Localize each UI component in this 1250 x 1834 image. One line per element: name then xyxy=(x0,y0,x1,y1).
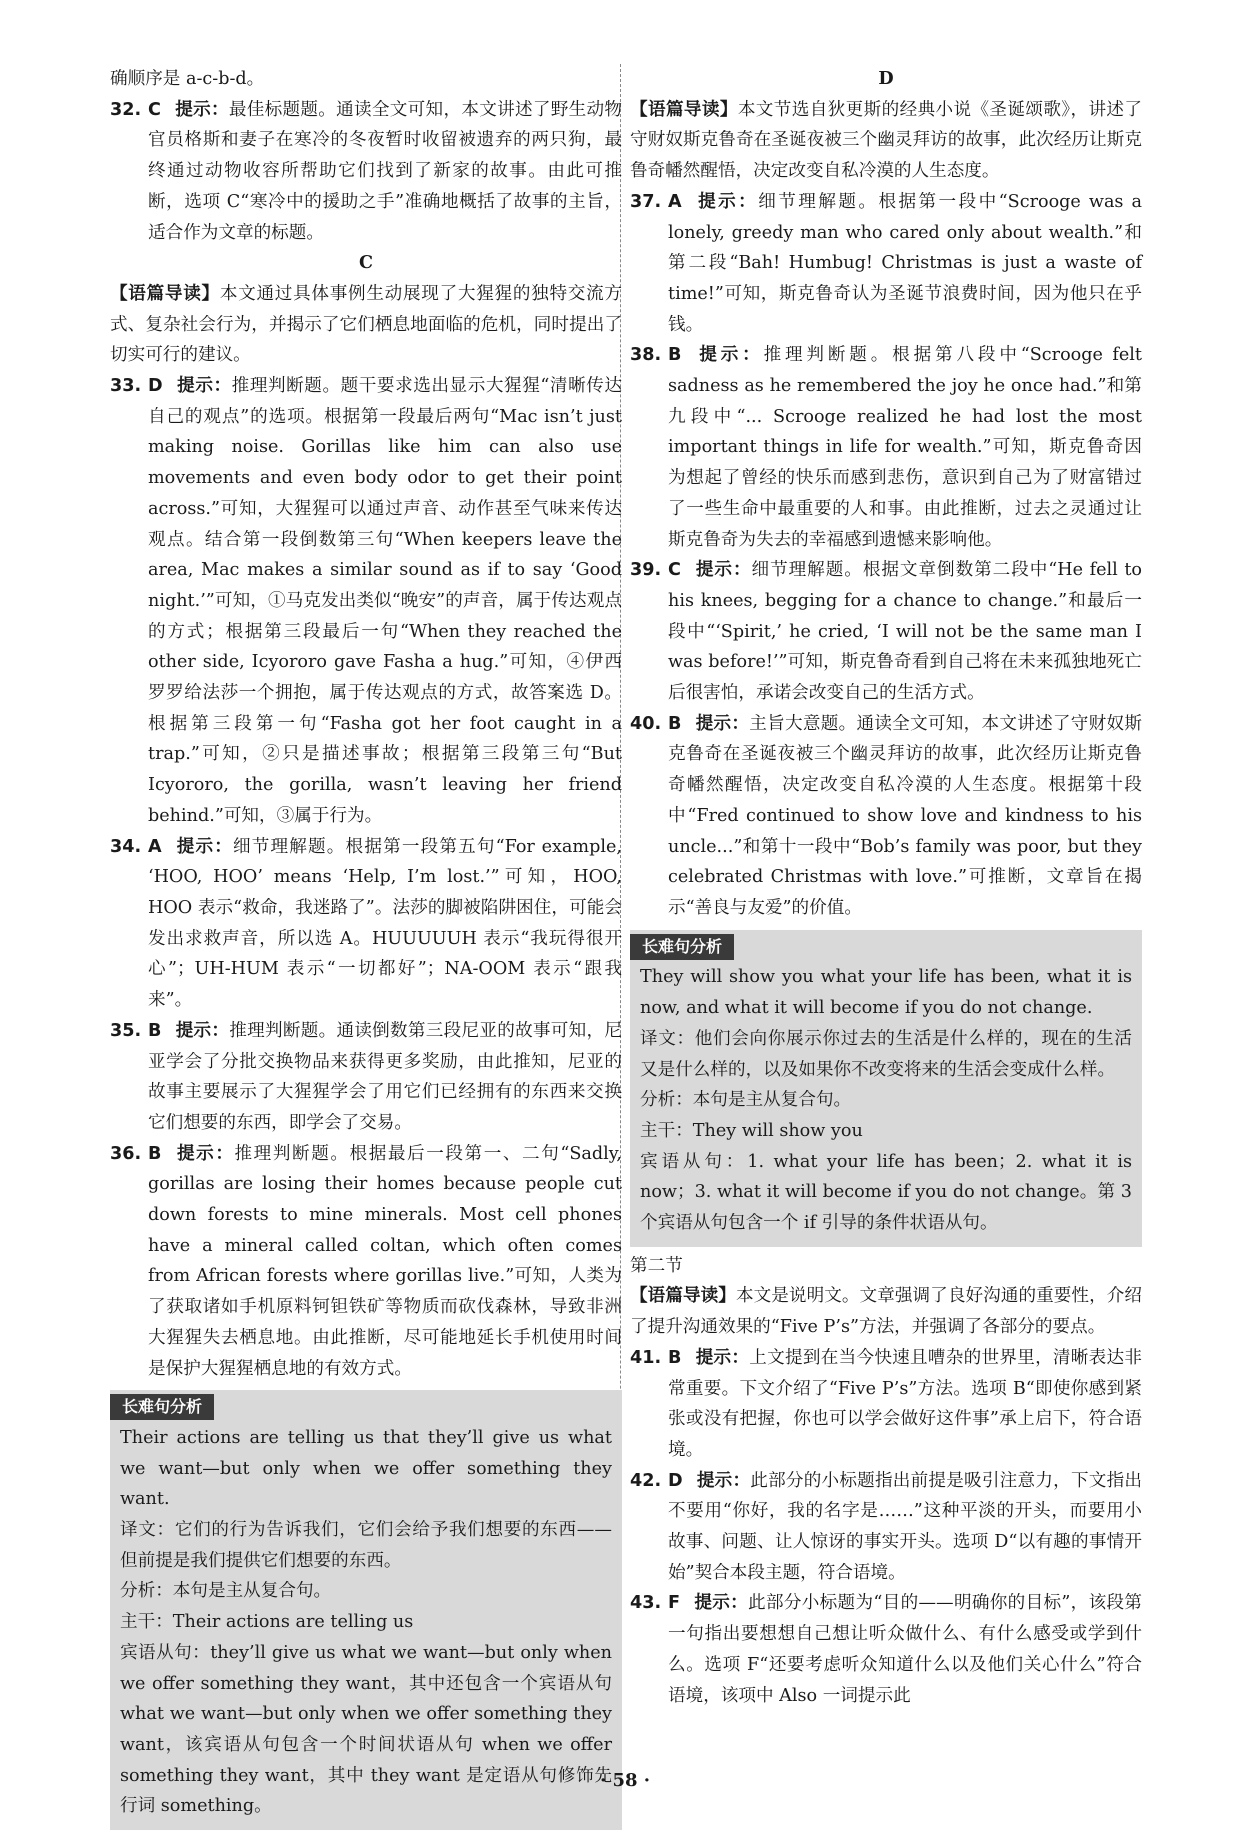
question-number: 34. xyxy=(110,836,142,857)
explanation: 此部分的小标题指出前提是吸引注意力，下文指出不要用“你好，我的名字是……”这种平淡的开头，而要用小故事、问题、让人惊讶的事实开头。选项 D“以有趣的事情开始”契合本段主题，符合语境。 xyxy=(668,1470,1142,1583)
explanation: 推理判断题。根据最后一段第一、二句“Sadly, gorillas are losing their homes because people cut down forests to mine minerals. Most cell phones have a mineral called coltan, which often comes from African forests where gorillas live.”可知，人类为了获取诸如手机原料钶钽铁矿等物质而砍伐森林，导致非洲大猩猩失去栖息地。由此推断，尽可能地延长手机使用时间是保护大猩猩栖息地的有效方式。 xyxy=(148,1143,622,1379)
analysis-line: 译文：它们的行为告诉我们，它们会给予我们想要的东西——但前提是我们提供它们想要的东西。 xyxy=(120,1520,612,1571)
left-column xyxy=(110,64,622,1834)
question-36 xyxy=(110,1139,622,1385)
question-38 xyxy=(630,340,1142,555)
analysis-line: They will show you what your life has been, what it is now, and what it will become if you do not change. xyxy=(640,967,1132,1019)
analysis-line: 主干：They will show you xyxy=(640,1120,863,1141)
hint-label: 提示： xyxy=(176,375,232,397)
intro-tag: 【语篇导读】 xyxy=(630,1285,736,1307)
section-heading-c: C xyxy=(358,252,373,274)
answer-letter: B xyxy=(668,345,682,366)
explanation: 推理判断题。根据第八段中“Scrooge felt sadness as he remembered the joy he once had.”和第九段中“... Scrooge realized he had lost the most important things in life for wealth.”可知，斯克鲁奇因为想起了曾经的快乐而感到悲伤，意识到自己为了财富错过了一些生命中最重要的人和事。由此推断，过去之灵通过让斯克鲁奇为失去的幸福感到遗憾来影响他。 xyxy=(668,345,1142,550)
passage-intro-d xyxy=(630,95,1142,187)
analysis-line: 分析：本句是主从复合句。 xyxy=(640,1090,852,1111)
answer-letter: C xyxy=(668,560,681,581)
section-heading-d: D xyxy=(878,68,894,89)
question-number: 43. xyxy=(630,1593,662,1614)
hint-label: 提示： xyxy=(175,835,234,857)
answer-letter: B xyxy=(668,713,682,734)
hint-label: 提示： xyxy=(695,344,764,366)
analysis-line: 译文：他们会向你展示你过去的生活是什么样的，现在的生活又是什么样的，以及如果你不改变将来的生活会变成什么样。 xyxy=(640,1028,1132,1080)
question-number: 36. xyxy=(110,1143,142,1164)
hint-label: 提示： xyxy=(696,1469,751,1491)
question-number: 38. xyxy=(630,345,662,366)
right-column xyxy=(630,64,1142,1711)
question-33 xyxy=(110,371,622,832)
question-number: 32. xyxy=(110,99,142,120)
page-number: · 58 · xyxy=(599,1770,651,1791)
answer-letter: D xyxy=(668,1470,683,1491)
analysis-line: 宾语从句：1. what your life has been；2. what it is now；3. what it will become if you do not change。第 3 个宾语从句包含一个 if 引导的条件状语从句。 xyxy=(640,1151,1132,1234)
hint-label: 提示： xyxy=(174,98,229,120)
analysis-line: 分析：本句是主从复合句。 xyxy=(120,1581,332,1602)
hint-label: 提示： xyxy=(175,1019,230,1041)
explanation: 主旨大意题。通读全文可知，本文讲述了守财奴斯克鲁奇在圣诞夜被三个幽灵拜访的故事，此次经历让斯克鲁奇幡然醒悟，决定改变自私冷漠的人生态度。根据第十段中“Fred continued to show love and kindness to his uncle...”和第十一段中“Bob’s family was poor, but they celebrated Christmas with love.”可推断，文章旨在揭示“善良与友爱”的价值。 xyxy=(668,713,1142,918)
intro-text: 本文是说明文。文章强调了良好沟通的重要性，介绍了提升沟通效果的“Five P’s”方法，并强调了各部分的要点。 xyxy=(630,1286,1142,1338)
answer-letter: A xyxy=(148,836,162,857)
hint-label: 提示： xyxy=(695,712,750,734)
answer-letter: B xyxy=(148,1020,162,1041)
hint-label: 提示： xyxy=(175,1142,235,1164)
answer-letter: C xyxy=(148,99,161,120)
analysis-line: Their actions are telling us that they’ll give us what we want—but only when we offer something they want. xyxy=(120,1427,612,1510)
question-number: 41. xyxy=(630,1347,662,1368)
question-number: 42. xyxy=(630,1470,662,1491)
intro-text: 本文节选自狄更斯的经典小说《圣诞颂歌》，讲述了守财奴斯克鲁奇在圣诞夜被三个幽灵拜访的故事，此次经历让斯克鲁奇幡然醒悟，决定改变自私冷漠的人生态度。 xyxy=(630,99,1142,182)
question-40 xyxy=(630,709,1142,924)
answer-letter: B xyxy=(668,1347,682,1368)
question-number: 37. xyxy=(630,191,662,212)
passage-intro-c xyxy=(110,279,622,371)
long-sentence-analysis-box xyxy=(630,930,1142,1247)
answer-letter: F xyxy=(668,1593,681,1614)
section-two-heading: 第二节 xyxy=(630,1255,683,1276)
question-39 xyxy=(630,555,1142,709)
explanation: 最佳标题题。通读全文可知，本文讲述了野生动物官员格斯和妻子在寒冷的冬夜暂时收留被遗弃的两只狗，最终通过动物收容所帮助它们找到了新家的故事。由此可推断，选项 C“寒冷中的援助之手”准确地概括了故事的主旨，适合作为文章的标题。 xyxy=(148,99,622,243)
hint-label: 提示： xyxy=(694,1592,749,1614)
passage-intro-section-two xyxy=(630,1281,1142,1342)
hint-label: 提示： xyxy=(695,190,759,212)
answer-letter: B xyxy=(148,1143,162,1164)
continued-line: 确顺序是 a-c-b-d。 xyxy=(110,69,265,89)
explanation: 推理判断题。通读倒数第三段尼亚的故事可知，尼亚学会了分批交换物品来获得更多奖励，由此推知，尼亚的故事主要展示了大猩猩学会了用它们已经拥有的东西来交换它们想要的东西，即学会了交易。 xyxy=(148,1020,622,1133)
question-35 xyxy=(110,1016,622,1139)
explanation: 细节理解题。根据第一段中“Scrooge was a lonely, greedy man who cared only about wealth.”和第二段“Bah! Humbug! Christmas is just a waste of time!”可知，斯克鲁奇认为圣诞节浪费时间，因为他只在乎钱。 xyxy=(668,191,1142,335)
analysis-line: 主干：Their actions are telling us xyxy=(120,1612,414,1633)
intro-text: 本文通过具体事例生动展现了大猩猩的独特交流方式、复杂社会行为，并揭示了它们栖息地面临的危机，同时提出了切实可行的建议。 xyxy=(110,283,622,366)
analysis-line: 宾语从句：they’ll give us what we want—but only when we offer something they want，其中还包含一个宾语从句 what we want—but only when we offer something they want，该宾语从句包含一个时间状语从句 when we offer something they want，其中 they want 是定语从句修饰先行词 something。 xyxy=(120,1642,612,1817)
explanation: 此部分小标题为“目的——明确你的目标”，该段第一句指出要想想自己想让听众做什么、有什么感受或学到什么。选项 F“还要考虑听众知道什么以及他们关心什么”符合语境，该项中 Also 一词提示此 xyxy=(668,1593,1142,1706)
hint-label: 提示： xyxy=(694,559,752,581)
explanation: 上文提到在当今快速且嘈杂的世界里，清晰表达非常重要。下文介绍了“Five P’s”方法。选项 B“即使你感到紧张或没有把握，你也可以学会做好这件事”承上启下，符合语境。 xyxy=(668,1347,1142,1460)
question-number: 40. xyxy=(630,713,662,734)
question-37 xyxy=(630,187,1142,341)
question-number: 35. xyxy=(110,1020,142,1041)
question-41 xyxy=(630,1343,1142,1466)
question-32 xyxy=(110,95,622,249)
question-43 xyxy=(630,1588,1142,1711)
hint-label: 提示： xyxy=(695,1346,750,1368)
explanation: 推理判断题。题干要求选出显示大猩猩“清晰传达自己的观点”的选项。根据第一段最后两句“Mac isn’t just making noise. Gorillas like him can also use movements and even body odor to get their point across.”可知，大猩猩可以通过声音、动作甚至气味来传达观点。结合第一段倒数第三句“When keepers leave the area, Mac makes a similar sound as if to say ‘Good night.’”可知，①马克发出类似“晚安”的声音，属于传达观点的方式；根据第三段最后一句“When they reached the other side, Icyororo gave Fasha a hug.”可知，④伊西罗罗给法莎一个拥抱，属于传达观点的方式，故答案选 D。根据第三段第一句“Fasha got her foot caught in a trap.”可知，②只是描述事故；根据第三段第三句“But Icyororo, the gorilla, wasn’t leaving her friend behind.”可知，③属于行为。 xyxy=(148,376,622,826)
question-number: 39. xyxy=(630,560,662,581)
intro-tag: 【语篇导读】 xyxy=(630,98,738,120)
box-title: 长难句分析 xyxy=(110,1394,214,1420)
box-title: 长难句分析 xyxy=(630,934,734,960)
question-number: 33. xyxy=(110,376,142,397)
long-sentence-analysis-box xyxy=(110,1390,622,1830)
question-34 xyxy=(110,832,622,1016)
answer-letter: A xyxy=(668,191,682,212)
intro-tag: 【语篇导读】 xyxy=(110,282,220,304)
explanation: 细节理解题。根据文章倒数第二段中“He fell to his knees, begging for a chance to change.”和最后一段中“‘Spirit,’ he cried, ‘I will not be the same man I was before!’”可知，斯克鲁奇看到自己将在未来孤独地死亡后很害怕，承诺会改变自己的生活方式。 xyxy=(668,560,1142,704)
question-42 xyxy=(630,1466,1142,1589)
answer-letter: D xyxy=(148,376,163,397)
explanation: 细节理解题。根据第一段第五句“For example, ‘HOO, HOO’ means ‘Help, I’m lost.’”可知，HOO, HOO 表示“救命，我迷路了”。法莎的脚被陷阱困住，可能会发出求救声音，所以选 A。HUUUUUH 表示“我玩得很开心”；UH-HUM 表示“一切都好”；NA-OOM 表示“跟我来”。 xyxy=(148,836,622,1011)
